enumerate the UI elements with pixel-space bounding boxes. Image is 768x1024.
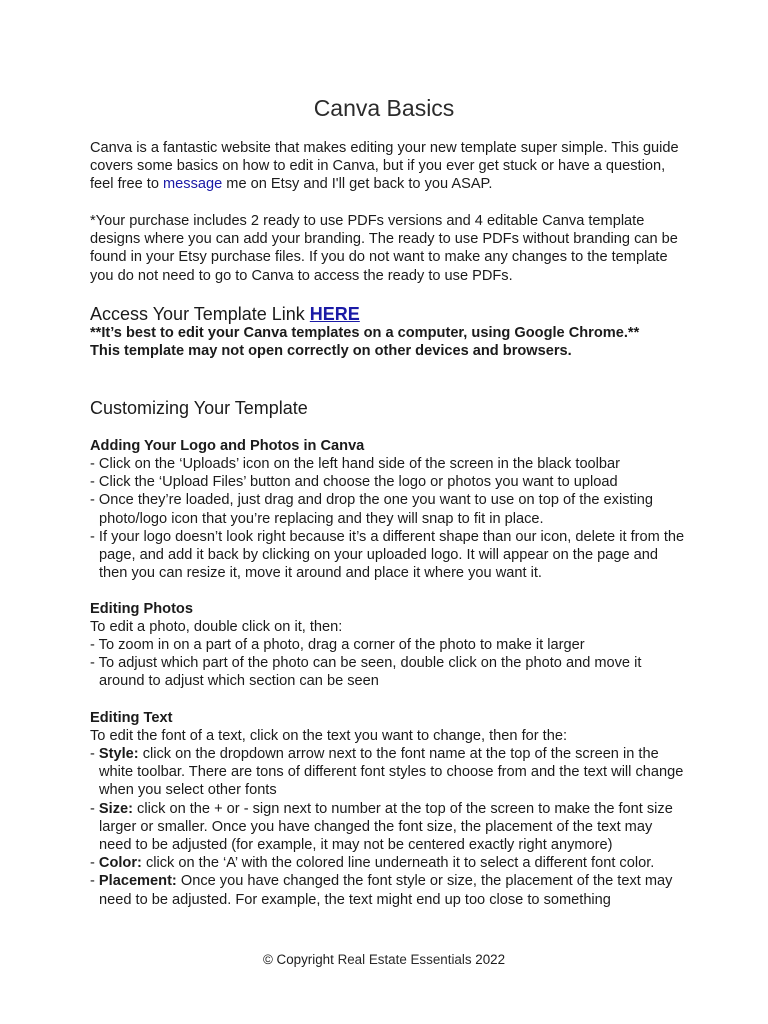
- list-item: [90, 854, 686, 872]
- list-item: [90, 872, 686, 908]
- page-title: Canva Basics: [313, 95, 455, 121]
- customizing-heading: Customizing Your Template: [90, 398, 308, 418]
- list-item: - Click the ‘Upload Files’ button and choose the logo or photos you want to upload: [90, 474, 618, 491]
- purchase-note: *Your purchase includes 2 ready to use PDFs versions and 4 editable Canva template designs where you can add your branding. The ready to use PDFs without branding can be found in your Etsy purchase files. If you do not want to make any changes to the template you do not need to go to Canva to access the ready to use PDFs.: [90, 213, 678, 284]
- photos-intro: To edit a photo, double click on it, then:: [90, 619, 343, 635]
- logo-section-heading: Adding Your Logo and Photos in Canva: [90, 438, 365, 454]
- list-item: - Click on the ‘Uploads’ icon on the left hand side of the screen in the black toolbar: [90, 456, 621, 472]
- template-link-here[interactable]: HERE: [309, 304, 360, 324]
- chrome-note-line2: This template may not open correctly on other devices and browsers.: [90, 343, 572, 359]
- bullet-dash: -: [90, 800, 99, 817]
- access-heading-text: Access Your Template Link: [90, 304, 310, 324]
- list-item: - Once they’re loaded, just drag and drop the one you want to use on top of the existing photo/logo icon that you’re replacing and they will snap to fit in place.: [90, 492, 654, 527]
- access-heading: [90, 303, 360, 325]
- size-label: Size:: [98, 800, 133, 817]
- text-steps-list: [90, 745, 686, 909]
- style-text: click on the dropdown arrow next to the font name at the top of the screen in the white toolbar. There are tons of different font styles to choose from and the text will change when you select other fonts: [99, 746, 684, 799]
- bullet-dash: -: [90, 746, 99, 762]
- copyright-year: 2022: [471, 952, 506, 967]
- intro-paragraph: [90, 139, 690, 194]
- size-text: click on the + or - sign next to number at the top of the screen to make the font size larger or smaller. Once you have changed the font size, the placement of the text may need to be adjusted (for example, it may not be centered exactly right anymore): [99, 800, 673, 854]
- list-item: [90, 745, 686, 800]
- style-label: Style:: [98, 746, 139, 762]
- list-item: [90, 800, 686, 855]
- logo-steps-list: [90, 455, 686, 582]
- list-item: - If your logo doesn’t look right because it’s a different shape than our icon, delete it from the page, and add it back by clicking on your uploaded logo. It will appear on the page and then you can resize it, move it around and place it where you want it.: [90, 528, 685, 582]
- photos-section-heading: Editing Photos: [90, 601, 193, 617]
- list-item: - To adjust which part of the photo can be seen, double click on the photo and move it around to adjust which section can be seen: [90, 655, 642, 690]
- bullet-dash: -: [90, 873, 99, 890]
- text-section-heading: Editing Text: [90, 710, 173, 726]
- placement-text: Once you have changed the font style or size, the placement of the text may need to be adjusted. For example, the text might end up too close to something: [99, 873, 673, 908]
- list-item: - To zoom in on a part of a photo, drag a corner of the photo to make it larger: [90, 637, 585, 653]
- color-text: click on the ‘A’ with the colored line underneath it to select a different font color.: [141, 855, 655, 872]
- copyright-footer: [0, 952, 768, 968]
- bullet-dash: -: [90, 855, 99, 872]
- chrome-note-line1: **It’s best to edit your Canva templates on a computer, using Google Chrome.**: [90, 325, 640, 341]
- photos-steps-list: [90, 636, 686, 691]
- color-label: Color:: [98, 855, 142, 872]
- intro-text-start: Canva is a fantastic website that makes editing your new template super simple. This guide covers some basics on how to edit in Canva, but if you ever get stuck or have a question, feel free to: [90, 140, 679, 193]
- text-intro: To edit the font of a text, click on the text you want to change, then for the:: [90, 728, 568, 744]
- intro-text-end: me on Etsy and I'll get back to you ASAP.: [222, 176, 493, 193]
- brand-name: Real Estate Essentials: [337, 952, 472, 967]
- copyright-text: © Copyright: [262, 952, 338, 967]
- message-link[interactable]: message: [163, 176, 223, 193]
- placement-label: Placement:: [98, 873, 177, 890]
